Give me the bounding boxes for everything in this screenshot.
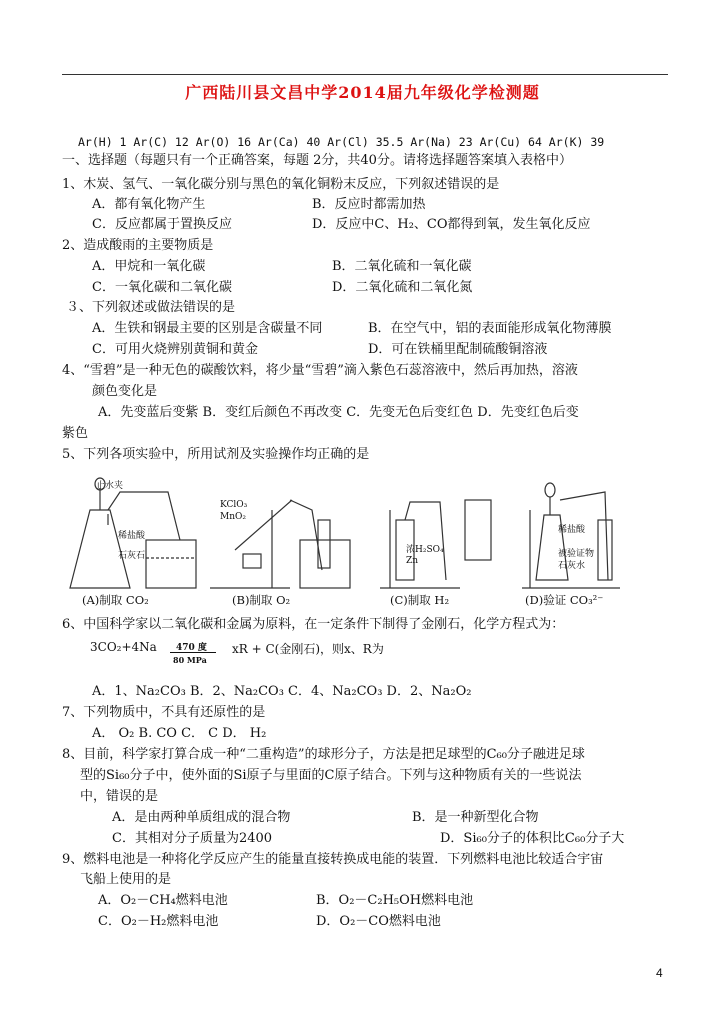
caption-c: (C)制取 H₂ <box>390 593 450 607</box>
q8-stem-line3: 中，错误的是 <box>80 789 159 804</box>
caption-a: (A)制取 CO₂ <box>82 593 149 607</box>
caption-d: (D)验证 CO₃²⁻ <box>525 593 604 607</box>
label-zn: Zn <box>406 556 419 566</box>
q6-stem: 6、中国科学家以二氧化碳和金属为原料，在一定条件下制得了金刚石，化学方程式为： <box>62 617 565 632</box>
label-limewater: 石灰水 <box>558 561 586 571</box>
q7-stem: 7、下列物质中，不具有还原性的是 <box>62 705 266 720</box>
q6-equation-lhs: 3CO₂+4Na <box>90 640 157 654</box>
q9-option-a: A．O₂－CH₄燃料电池 <box>98 893 228 908</box>
q4-stem-line1: 4、“雪碧”是一种无色的碳酸饮料，将少量“雪碧”滴入紫色石蕊溶液中，然后再加热，溶液 <box>62 363 578 378</box>
q9-option-b: B．O₂－C₂H₅OH燃料电池 <box>316 893 474 908</box>
q4-options-tail: 紫色 <box>62 426 89 441</box>
q5-stem: 5、下列各项实验中，所用试剂及实验操作均正确的是 <box>62 447 370 462</box>
q8-stem-line1: 8、目前，科学家打算合成一种“二重构造”的球形分子，方法是把足球型的C₆₀分子融进足球 <box>62 747 585 762</box>
q3-option-b: B．在空气中，铝的表面能形成氧化物薄膜 <box>368 321 612 336</box>
q4-options: A．先变蓝后变紫 B．变红后颜色不再改变 C．先变无色后变红色 D．先变红色后变 <box>98 405 579 420</box>
q1-option-d: D．反应中C、H₂、CO都得到氧，发生氧化反应 <box>312 217 591 232</box>
q2-option-b: B．二氧化硫和一氧化碳 <box>332 259 472 274</box>
q8-option-a: A．是由两种单质组成的混合物 <box>112 810 291 825</box>
q3-option-d: D．可在铁桶里配制硫酸铜溶液 <box>368 342 548 357</box>
q6-options: A．1、Na₂CO₃ B．2、Na₂CO₃ C．4、Na₂CO₃ D．2、Na₂O₂ <box>92 684 472 699</box>
q8-option-d: D．Si₆₀分子的体积比C₆₀分子大 <box>440 831 625 846</box>
q3-option-c: C．可用火烧辨别黄铜和黄金 <box>92 342 258 357</box>
label-dilute-hcl-d: 稀盐酸 <box>558 525 586 535</box>
apparatus-drawings <box>60 470 670 610</box>
atomic-masses: Ar(H) 1 Ar(C) 12 Ar(O) 16 Ar(Ca) 40 Ar(Cl) 35.5 Ar(Na) 23 Ar(Cu) 64 Ar(K) 39 <box>78 135 605 149</box>
q9-option-d: D．O₂－CO燃料电池 <box>316 914 441 929</box>
q1-stem: 1、木炭、氢气、一氧化碳分别与黑色的氧化铜粉末反应，下列叙述错误的是 <box>62 177 500 192</box>
label-kclo3: KClO₃ <box>220 500 248 510</box>
caption-b: (B)制取 O₂ <box>232 593 291 607</box>
q3-option-a: A．生铁和钢最主要的区别是含碳量不同 <box>92 321 323 336</box>
label-stop-clip: 止水夹 <box>96 481 124 491</box>
q1-option-c: C．反应都属于置换反应 <box>92 217 232 232</box>
q6-condition-pressure: 80 MPa <box>173 655 207 665</box>
q2-option-c: C．一氧化碳和二氧化碳 <box>92 280 232 295</box>
label-mno2: MnO₂ <box>220 512 246 522</box>
header-rule <box>62 74 668 75</box>
page-number: 4 <box>656 966 663 980</box>
q3-stem: ３、下列叙述或做法错误的是 <box>66 300 236 315</box>
section-heading: 一、选择题（每题只有一个正确答案，每题 2分，共40分。请将选择题答案填入表格中） <box>62 153 572 168</box>
q9-option-c: C．O₂－H₂燃料电池 <box>98 914 219 929</box>
q2-option-a: A．甲烷和一氧化碳 <box>92 259 206 274</box>
q6-condition-temperature: 470 度 <box>176 643 207 653</box>
label-conc-h2so4: 浓H₂SO₄ <box>406 545 444 555</box>
q9-stem-line1: 9、燃料电池是一种将化学反应产生的能量直接转换成电能的装置．下列燃料电池比较适合宇宙 <box>62 852 604 867</box>
q6-reaction-arrow <box>170 652 216 653</box>
q2-stem: 2、造成酸雨的主要物质是 <box>62 238 214 253</box>
label-limestone: 石灰石 <box>118 551 146 561</box>
label-dilute-hcl-a: 稀盐酸 <box>118 531 146 541</box>
q6-equation-rhs: xR + C(金刚石)，则x、R为 <box>232 642 384 656</box>
q9-stem-line2: 飞船上使用的是 <box>80 872 172 887</box>
q5-apparatus-figure <box>60 470 670 610</box>
q4-stem-line2: 颜色变化是 <box>92 384 158 399</box>
label-test-substance: 被验证物 <box>558 549 595 559</box>
q1-option-a: A．都有氧化物产生 <box>92 197 206 212</box>
q2-option-d: D．二氧化硫和二氧化氮 <box>332 280 473 295</box>
q8-option-b: B．是一种新型化合物 <box>412 810 539 825</box>
q8-stem-line2: 型的Si₆₀分子中，使外面的Si原子与里面的C原子结合。下列与这种物质有关的一些说法 <box>80 768 582 783</box>
q1-option-b: B．反应时都需加热 <box>312 197 426 212</box>
q7-options: A． O₂ B. CO C． C D． H₂ <box>92 726 267 741</box>
q8-option-c: C．其相对分子质量为2400 <box>112 831 273 846</box>
page-title: 广西陆川县文昌中学2014届九年级化学检测题 <box>185 83 540 102</box>
